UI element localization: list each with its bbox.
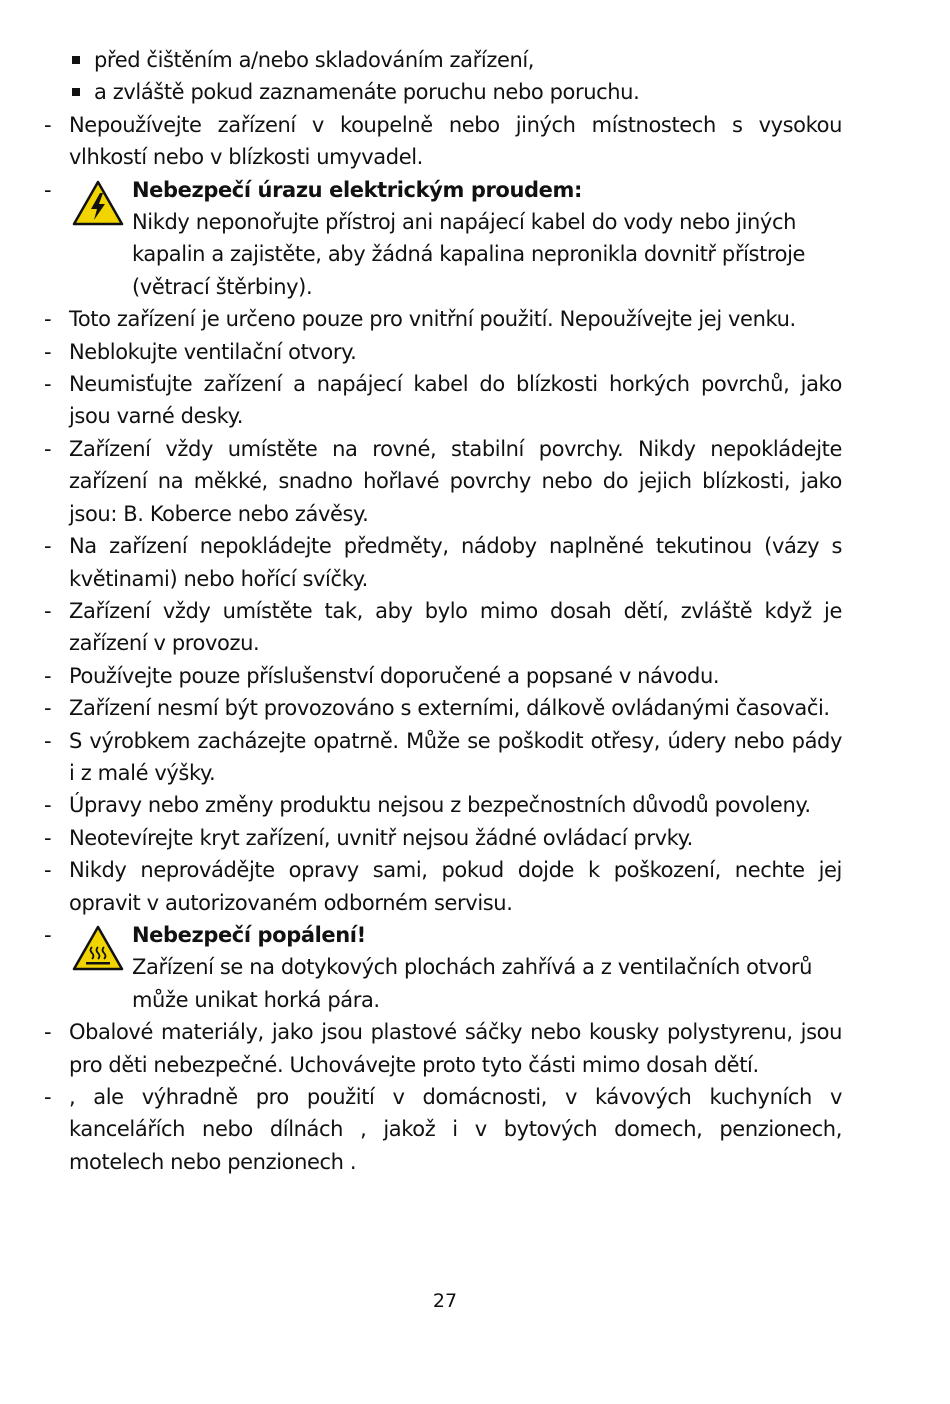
list-item bbox=[42, 789, 842, 821]
dash-marker: - bbox=[44, 112, 52, 137]
list-item-text: Obalové materiály, jako jsou plastové sáčky nebo kousky polystyrenu, jsou pro děti nebezpečné. Uchovávejte proto tyto části mimo dosah dětí. bbox=[69, 1020, 842, 1077]
list-item-text: Nepoužívejte zařízení v koupelně nebo jiných místnostech s vysokou vlhkostí nebo v blízkosti umyvadel. bbox=[69, 112, 842, 170]
dash-marker: - bbox=[44, 696, 52, 721]
list-item-text: S výrobkem zacházejte opatrně. Může se poškodit otřesy, údery nebo pády i z malé výšky. bbox=[69, 728, 842, 785]
list-item bbox=[42, 303, 842, 335]
dash-marker: - bbox=[44, 825, 52, 850]
warning-title: Nebezpečí úrazu elektrickým proudem: bbox=[132, 177, 582, 202]
list-item bbox=[42, 336, 842, 368]
list-item bbox=[42, 854, 842, 919]
list-item bbox=[42, 530, 842, 595]
warning-electric-shock bbox=[42, 174, 842, 304]
dash-marker: - bbox=[44, 793, 52, 818]
list-item-text: Zařízení vždy umístěte na rovné, stabilní povrchy. Nikdy nepokládejte zařízení na měkké, snadno hořlavé povrchy nebo do jejich blízkosti, jako jsou: B. Koberce nebo závěsy. bbox=[69, 436, 842, 526]
dash-marker: - bbox=[44, 372, 52, 397]
list-item bbox=[42, 595, 842, 660]
dash-marker: - bbox=[44, 598, 52, 623]
dash-marker: - bbox=[44, 858, 52, 883]
list-item bbox=[42, 692, 842, 724]
sub-bullet-item bbox=[42, 44, 842, 76]
dash-marker: - bbox=[44, 728, 52, 753]
list-item-text: Toto zařízení je určeno pouze pro vnitřní použití. Nepoužívejte jej venku. bbox=[69, 307, 796, 332]
list-item-text: Neumisťujte zařízení a napájecí kabel do blízkosti horkých povrchů, jako jsou varné desky. bbox=[69, 372, 842, 429]
list-item bbox=[42, 1016, 842, 1081]
list-item-text: , ale výhradně pro použití v domácnosti, v kávových kuchyních v kancelářích nebo dílnách , jakož i v bytových domech, penzionech, motelech nebo penzionech . bbox=[69, 1085, 842, 1174]
warning-burn bbox=[42, 919, 842, 1016]
list-item-text: Neotevírejte kryt zařízení, uvnitř nejsou žádné ovládací prvky. bbox=[69, 825, 693, 850]
sub-bullet-text: před čištěním a/nebo skladováním zařízení, bbox=[94, 48, 535, 72]
list-item bbox=[42, 109, 842, 174]
warning-text: Nikdy neponořujte přístroj ani napájecí kabel do vody nebo jiných kapalin a zajistěte, aby žádná kapalina nepronikla dovnitř přístroje (větrací štěrbiny). bbox=[132, 210, 806, 299]
list-item bbox=[42, 660, 842, 692]
list-item-text: Na zařízení nepokládejte předměty, nádoby naplněné tekutinou (vázy s květinami) nebo hořící svíčky. bbox=[69, 534, 842, 591]
dash-marker: - bbox=[44, 1085, 52, 1109]
list-item bbox=[42, 368, 842, 433]
list-item bbox=[42, 1081, 842, 1178]
list-item bbox=[42, 433, 842, 530]
list-item-text: Zařízení nesmí být provozováno s externími, dálkově ovládanými časovači. bbox=[69, 696, 830, 721]
list-item-text: Zařízení vždy umístěte tak, aby bylo mimo dosah dětí, zvláště když je zařízení v provozu. bbox=[69, 598, 842, 656]
page-number: 27 bbox=[432, 1290, 458, 1312]
sub-bullet-item bbox=[42, 76, 842, 108]
dash-marker: - bbox=[44, 307, 52, 332]
dash-marker: - bbox=[44, 922, 52, 947]
list-item-text: Nikdy neprovádějte opravy sami, pokud dojde k poškození, nechte jej opravit v autorizovaném odborném servisu. bbox=[69, 858, 842, 915]
list-item bbox=[42, 822, 842, 854]
dash-marker: - bbox=[44, 436, 52, 461]
square-bullet-icon bbox=[72, 88, 80, 96]
list-item-text: Používejte pouze příslušenství doporučené a popsané v návodu. bbox=[69, 663, 720, 688]
warning-title: Nebezpečí popálení! bbox=[132, 922, 366, 947]
dash-marker: - bbox=[44, 663, 52, 688]
dash-marker: - bbox=[44, 534, 52, 559]
dash-marker: - bbox=[44, 177, 52, 202]
list-item-text: Neblokujte ventilační otvory. bbox=[69, 339, 357, 364]
hot-surface-icon bbox=[72, 925, 124, 971]
sub-bullet-text: a zvláště pokud zaznamenáte poruchu nebo poruchu. bbox=[94, 80, 640, 105]
dash-marker: - bbox=[44, 339, 52, 364]
dash-marker: - bbox=[44, 1020, 52, 1045]
electric-hazard-icon bbox=[72, 180, 124, 226]
warning-text: Zařízení se na dotykových plochách zahřívá a z ventilačních otvorů může unikat horká pára. bbox=[132, 955, 813, 1012]
list-item-text: Úpravy nebo změny produktu nejsou z bezpečnostních důvodů povoleny. bbox=[69, 793, 811, 818]
square-bullet-icon bbox=[72, 56, 80, 64]
safety-instructions bbox=[42, 44, 842, 1178]
list-item bbox=[42, 725, 842, 790]
